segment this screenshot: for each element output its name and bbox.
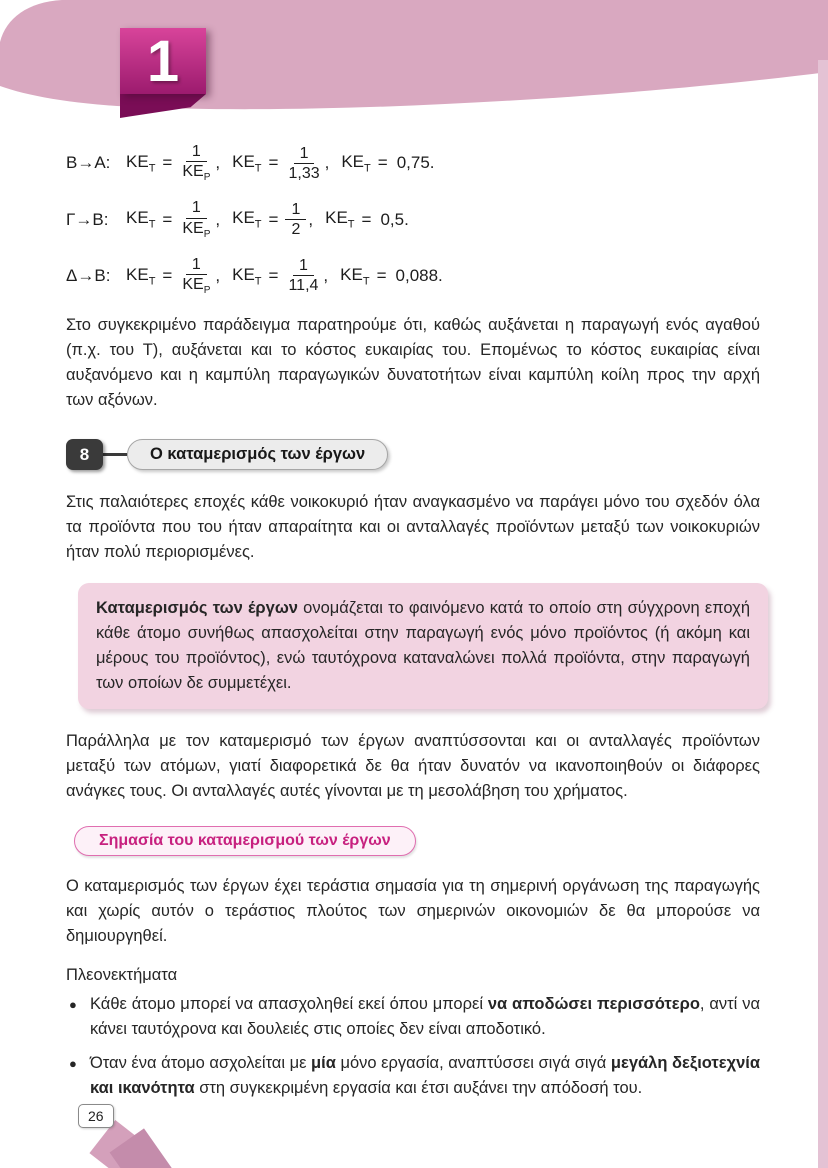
comma: , [324,153,330,173]
ke-variable: $KE_T$ [232,264,262,288]
formula-term [340,265,443,287]
definition-box [78,583,768,709]
equals-sign: = [268,153,279,173]
comma: , [323,265,329,285]
ke-variable: $KE_T$ [126,208,156,231]
bullet-icon: ● [69,1056,77,1072]
fraction: $\frac{1}{KE_P}$ [182,255,211,297]
formula-result: 0,088. [395,265,443,285]
formula-row-ba [66,142,760,184]
equals-sign: = [162,209,173,229]
formula-term [232,200,313,239]
list-item [66,1051,760,1101]
formula-row-gb [66,198,760,240]
ke-variable: $KE_T$ [325,208,355,231]
ke-variable: $KE_T$ [232,208,262,231]
page-number: 26 [78,1104,114,1128]
chapter-number: 1 [146,28,180,94]
paragraph-exchanges: Παράλληλα με τον καταμερισμό των έργων αναπτύσσονται και οι ανταλλαγές προϊόντων μεταξύ των ατόμων, γιατί διαφορετικά δε θα ήταν δυνατόν να ικανοποιηθούν οι διάφορες ανάγκες τους. Οι ανταλλαγές αυτές γίνονται με τη μεσολάβηση του χρήματος. [66,732,760,801]
comma: , [215,153,221,173]
paragraph-old-households: Στις παλαιότερες εποχές κάθε νοικοκυριό ήταν αναγκασμένο να παράγει μόνο του σχεδόν όλα τα προϊόντα που του ήταν απαραίτητα και οι ανταλλαγές προϊόντων μεταξύ των νοικοκυριών ήταν πολύ περιορισμένες. [66,493,760,562]
advantages-list [66,992,760,1101]
equals-sign: = [162,265,173,285]
comma: , [215,265,221,285]
subheader-importance: Σημασία του καταμερισμού των έργων [74,826,416,856]
formula-result: 0,75. [396,153,435,173]
equals-sign: = [162,153,173,173]
section-connector-line [103,453,127,456]
equals-sign: = [361,209,372,229]
formula-term [325,208,409,230]
fraction: $\frac{1}{1,33}$ [288,144,320,182]
definition-text: Καταμερισμός των έργων ονομάζεται το φαινόμενο κατά το οποίο στη σύγχρονη εποχή κάθε άτομο συνήθως απασχολείται στην παραγωγή ενός μόνο προϊόντος (ή ακόμη και μέρους του προϊόντος), ενώ ταυτόχρονα καταναλώνει πολλά προϊόντα, στην παραγωγή των οποίων δε συμμετέχει. [96,599,750,693]
fraction: $\frac{1}{KE_P}$ [182,143,211,184]
right-edge-decoration [818,60,828,1168]
formula-result: 0,5. [380,209,409,229]
paragraph-importance: Ο καταμερισμός των έργων έχει τεράστια σημασία για τη σημερινή οργάνωση της παραγωγής και χωρίς αυτόν ο τεράστιος πλούτος των σημερινών οικονομιών δε θα μπορούσε να δημιουργηθεί. [66,877,760,946]
formula-term [232,144,329,183]
list-item-text: Κάθε άτομο μπορεί να απασχοληθεί εκεί όπου μπορεί να αποδώσει περισσότερο, αντί να κάνει ταυτόχρονα και δουλειές στις οποίες δεν είναι αποδοτικό. [90,995,760,1039]
fraction: $\frac{1}{KE_P}$ [182,199,211,240]
fraction: $\frac{1}{11,4}$ [288,257,319,295]
ke-variable: $KE_T$ [232,151,262,175]
section-number-badge: 8 [66,439,103,470]
formula-term [232,256,328,295]
fraction: $\frac{1}{2}$ [285,200,306,239]
equals-sign: = [377,153,388,173]
chapter-tab [120,28,206,94]
formula-term [126,255,220,297]
equals-sign: = [268,265,279,285]
bullet-icon: ● [69,997,77,1013]
formula-label: Β→Α: [66,153,111,173]
definition-term: Καταμερισμός των έργων [96,599,298,618]
page-content [66,142,760,1110]
formula-term [126,198,220,240]
advantages-heading: Πλεονεκτήματα [66,966,178,985]
equals-sign: = [376,265,387,285]
formula-term [341,152,434,174]
section-8-header [66,439,760,470]
comma: , [215,209,221,229]
formula-row-db [66,255,760,297]
paragraph-opportunity-cost: Στο συγκεκριμένο παράδειγμα παρατηρούμε ότι, καθώς αυξάνεται η παραγωγή ενός αγαθού (π.χ. του Τ), αυξάνεται και το κόστος ευκαιρίας του. Επομένως το κόστος ευκαιρίας είναι αυξανόμενο και η καμπύλη παραγωγικών δυνατοτήτων είναι καμπύλη κοίλη προς την αρχή των αξόνων. [66,316,760,410]
comma: , [308,209,314,229]
formulas-block [66,142,760,297]
section-title: Ο καταμερισμός των έργων [127,439,388,470]
ke-variable: $KE_T$ [126,151,156,175]
ke-variable: $KE_T$ [340,264,370,288]
ke-variable: $KE_T$ [341,151,371,175]
list-item-text: Όταν ένα άτομο ασχολείται με μία μόνο εργασία, αναπτύσσει σιγά σιγά μεγάλη δεξιοτεχνία και ικανότητα στη συγκεκριμένη εργασία και έτσι αυξάνει την απόδοσή του. [90,1054,760,1098]
ke-variable: $KE_T$ [126,264,156,288]
formula-term [126,142,220,184]
formula-label: Δ→Β: [66,265,111,285]
list-item [66,992,760,1042]
formula-label: Γ→Β: [66,209,109,229]
equals-sign: = [268,209,279,229]
